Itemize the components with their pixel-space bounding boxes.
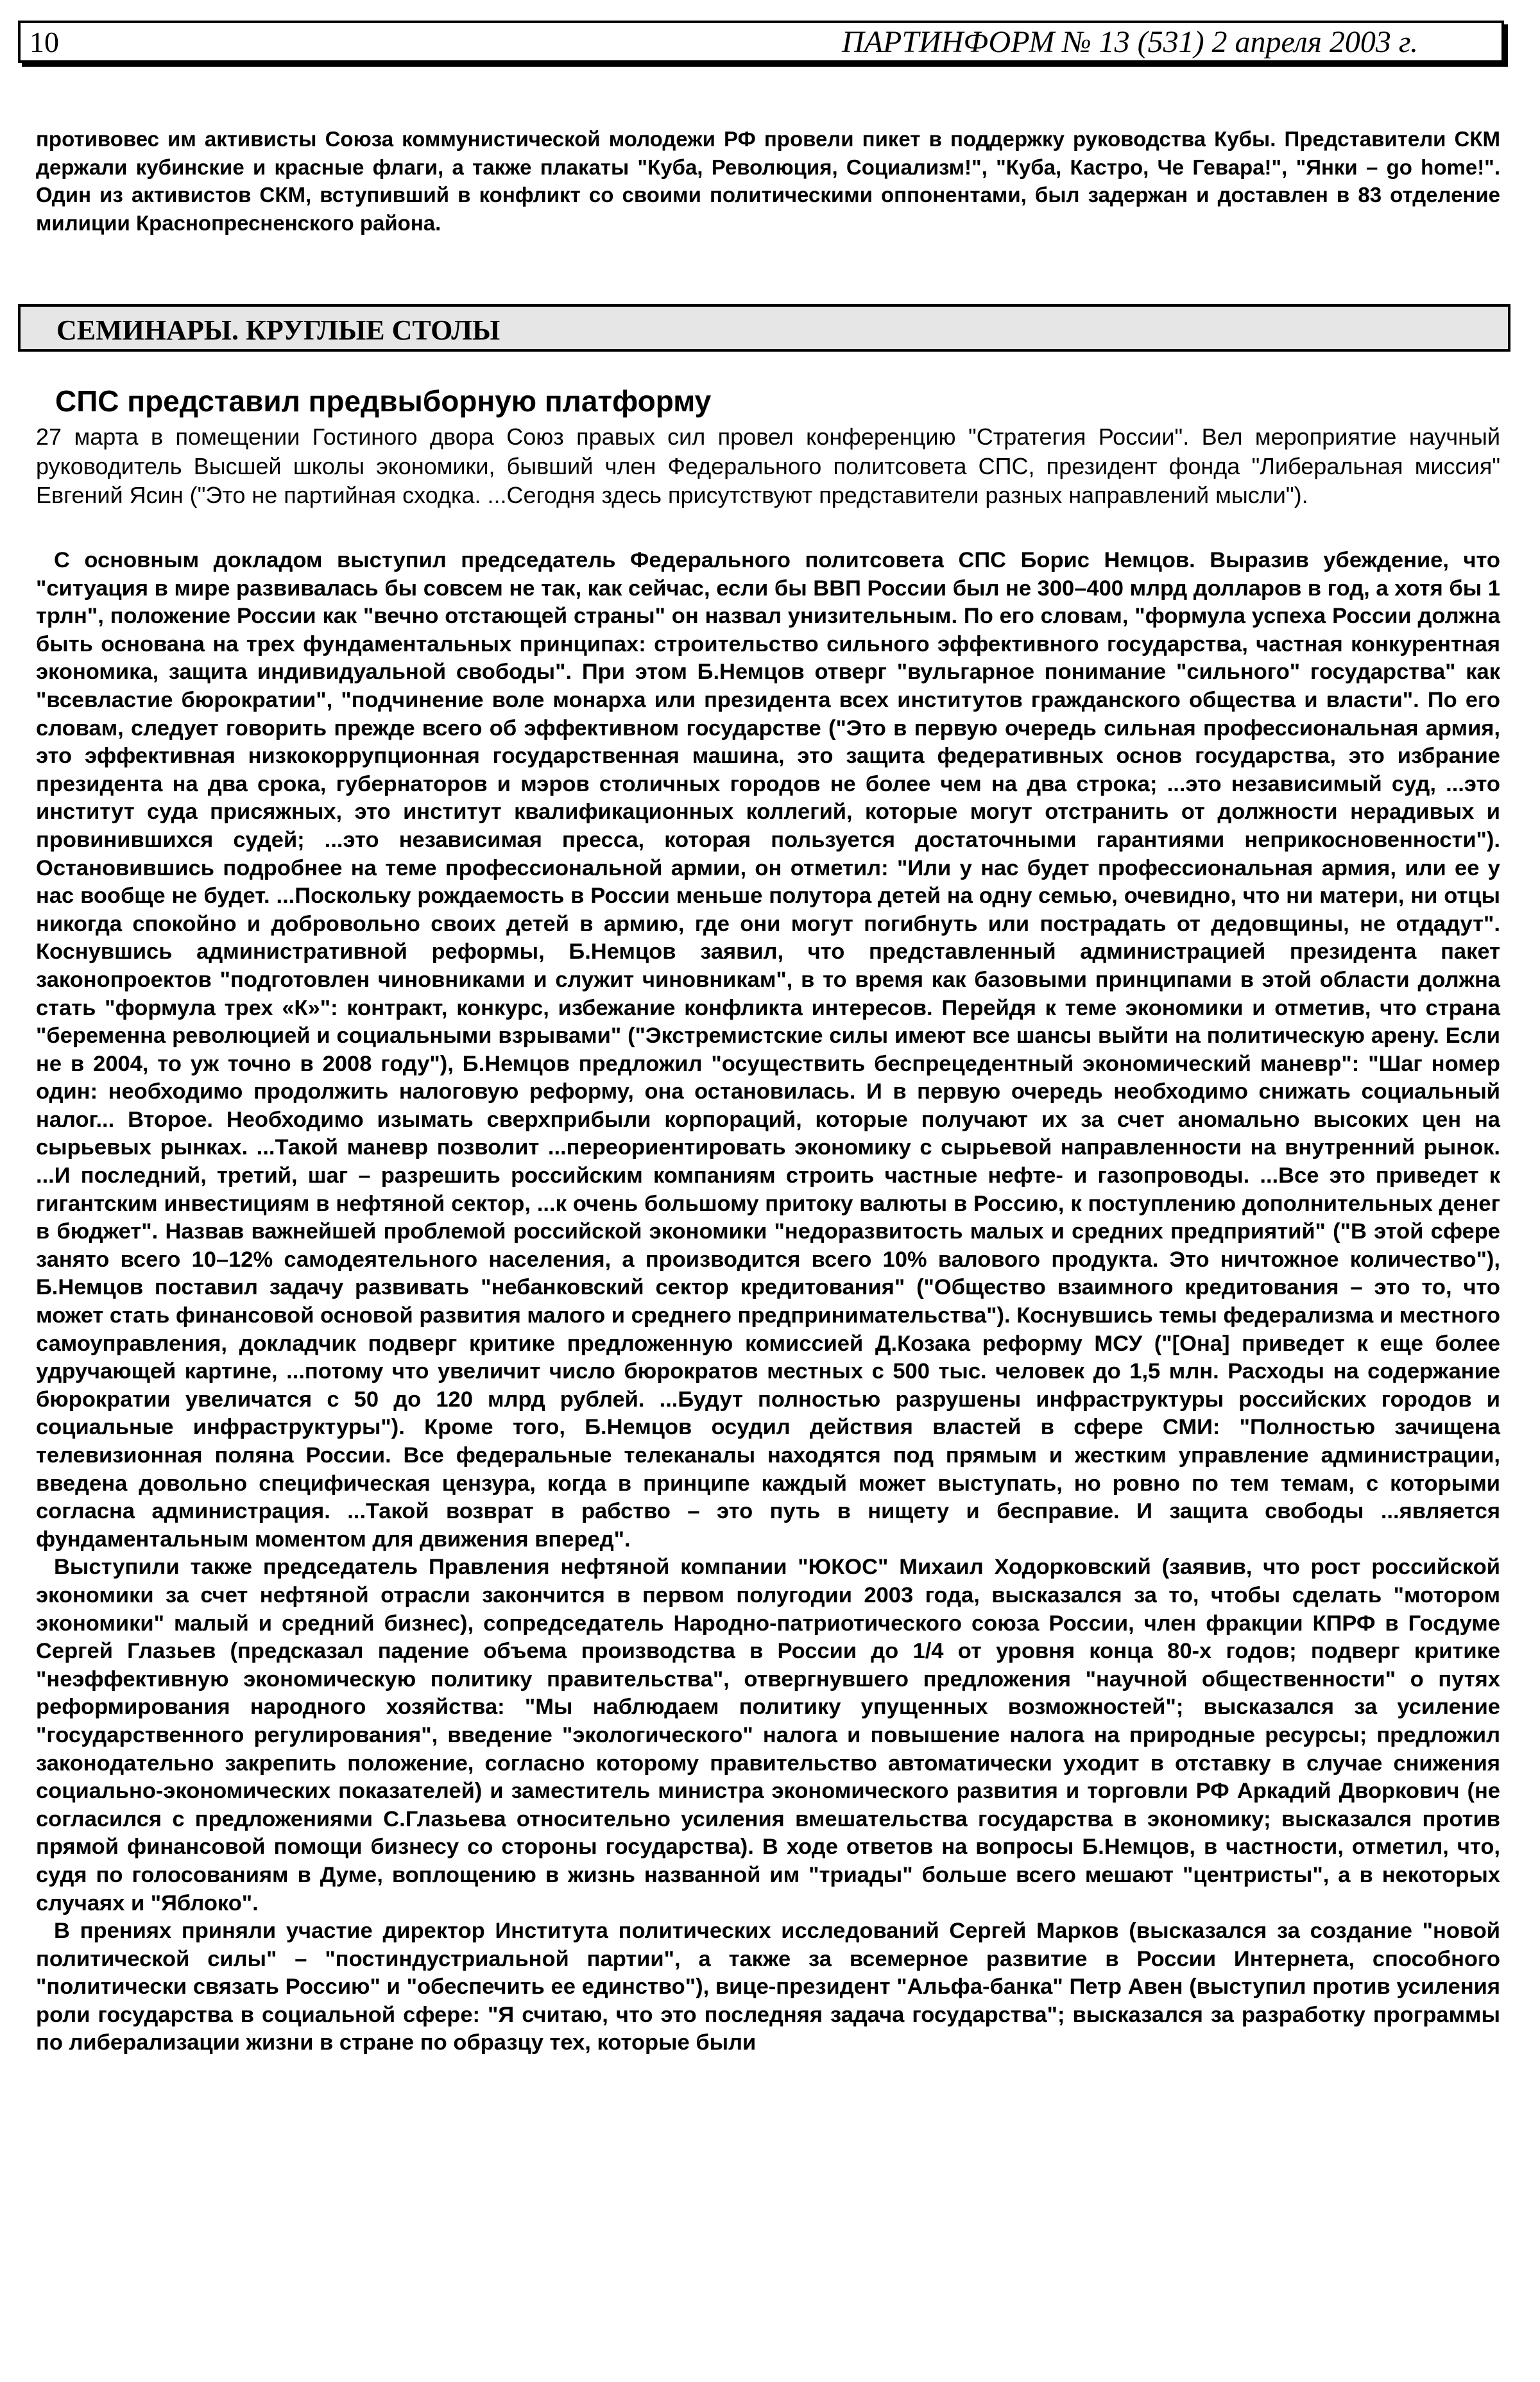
section-title: СЕМИНАРЫ. КРУГЛЫЕ СТОЛЫ — [56, 314, 501, 346]
page-header — [18, 21, 1504, 63]
intro-text-block — [36, 125, 1500, 237]
body-paragraph: В прениях приняли участие директор Института политических исследований Сергей Марков (высказался за создание "новой политической силы" – "постиндустриальной партии", а также за всемерное развитие в России Интернета, способного "политически связать Россию" и "обеспечить ее единство"), вице-президент "Альфа-банка" Петр Авен (выступил против усиления роли государства в социальной сфере: "Я считаю, что это последняя задача государства"; высказался за разработку программы по либерализации жизни в стране по образцу тех, которые были — [36, 1919, 1500, 2055]
issue-line: ПАРТИНФОРМ № 13 (531) 2 апреля 2003 г. — [842, 25, 1418, 59]
article-title: СПС представил предвыборную платформу — [55, 384, 712, 418]
intro-paragraph: противовес им активисты Союза коммунистической молодежи РФ провели пикет в поддержку руководства Кубы. Представители СКМ держали кубинские и красные флаги, а также плакаты "Куба, Революция, Социализм!", "Куба, Кастро, Че Гевара!", "Янки – go home!". Один из активистов СКМ, вступивший в конфликт со своими политическими оппонентами, был задержан и доставлен в 83 отделение милиции Краснопресненского района. — [36, 127, 1500, 235]
lead-paragraph: 27 марта в помещении Гостиного двора Союз правых сил провел конференцию "Стратегия России". Вел мероприятие научный руководитель Высшей школы экономики, бывший член Федерального политсовета СПС, президент фонда "Либеральная миссия" Евгений Ясин ("Это не партийная сходка. ...Сегодня здесь присутствуют представители разных направлений мысли"). — [36, 424, 1500, 509]
page-number: 10 — [30, 26, 59, 58]
body-paragraph: Выступили также председатель Правления нефтяной компании "ЮКОС" Михаил Ходорковский (заявив, что рост российской экономики за счет нефтяной отрасли закончится в первом полугодии 2003 года, высказался за то, чтобы сделать "мотором экономики" малый и средний бизнес), сопредседатель Народно-патриотического союза России, член фракции КПРФ в Госдуме Сергей Глазьев (предсказал падение объема производства в России до 1/4 от уровня конца 80-х годов; подверг критике "неэффективную экономическую политику правительства", отвергнувшего предложения "научной общественности" о путях реформирования народного хозяйства: "Мы наблюдаем политику упущенных возможностей"; высказался за усиление "государственного регулирования", введение "экологического" налога и повышение налога на природные ресурсы; предложил законодательно закрепить положение, согласно которому правительство автоматически уходит в отставку в случае снижения социально-экономических показателей) и заместитель министра экономического развития и торговли РФ Аркадий Дворкович (не согласился с предложениями С.Глазьева относительно усиления вмешательства государства в экономику; высказался против прямой финансовой помощи бизнесу со стороны государства). В ходе ответов на вопросы Б.Немцов, в частности, отметил, что, судя по голосованиям в Думе, воплощению в жизнь названной им "триады" больше всего мешают "центристы", а в некоторых случаях и "Яблоко". — [36, 1555, 1500, 1915]
article-body — [36, 547, 1500, 2057]
section-header — [18, 304, 1510, 352]
body-paragraph: С основным докладом выступил председатель Федерального политсовета СПС Борис Немцов. Выразив убеждение, что "ситуация в мире развивалась бы совсем не так, как сейчас, если бы ВВП России был не 300–400 млрд долларов в год, а хотя бы 1 трлн", положение России как "вечно отстающей страны" он назвал унизительным. По его словам, "формула успеха России должна быть основана на трех фундаментальных принципах: строительство сильного эффективного государства, частная конкурентная экономика, защита индивидуальной свободы". При этом Б.Немцов отверг "вульгарное понимание "сильного" государства" как "всевластие бюрократии", "подчинение воле монарха или президента всех институтов гражданского общества и власти". По его словам, следует говорить прежде всего об эффективном государстве ("Это в первую очередь сильная профессиональная армия, это эффективная низкокоррупционная государственная машина, это защита федеративных основ государства, это избрание президента на два срока, губернаторов и мэров столичных городов не более чем на два строка; ...это независимый суд, ...это институт суда присяжных, это институт квалификационных коллегий, которые могут отстранить от должности нерадивых и провинившихся судей; ...это независимая пресса, которая пользуется достаточными гарантиями неприкосновенности"). Остановившись подробнее на теме профессиональной армии, он отметил: "Или у нас будет профессиональная армия, или ее у нас вообще не будет. ...Поскольку рождаемость в России меньше полутора детей на одну семью, очевидно, что ни матери, ни отцы никогда спокойно и добровольно своих детей в армию, где они могут погибнуть или пострадать от дедовщины, не отдадут". Коснувшись административной реформы, Б.Немцов заявил, что представленный администрацией президента пакет законопроектов "подготовлен чиновниками и служит чиновникам", в то время как базовыми принципами в этой области должна стать "формула трех «К»": контракт, конкурс, избежание конфликта интересов. Перейдя к теме экономики и отметив, что страна "беременна революцией и социальными взрывами" ("Экстремистские силы имеют все шансы выйти на политическую арену. Если не в 2004, то уж точно в 2008 году"), Б.Немцов предложил "осуществить беспрецедентный экономический маневр": "Шаг номер один: необходимо продолжить налоговую реформу, она остановилась. И в первую очередь необходимо снижать социальный налог... Второе. Необходимо изымать сверхприбыли корпораций, которые получают их за счет аномально высоких цен на сырьевых рынках. ...Такой маневр позволит ...переориентировать экономику с сырьевой направленности на внутренний рынок. ...И последний, третий, шаг – разрешить российским компаниям строить частные нефте- и газопроводы. ...Все это приведет к гигантским инвестициям в нефтяной сектор, ...к очень большому притоку валюты в Россию, к поступлению дополнительных денег в бюджет". Назвав важнейшей проблемой российской экономики "недоразвитость малых и средних предприятий" ("В этой сфере занято всего 10–12% самодеятельного населения, а производится всего 10% валового продукта. Это ничтожное количество"), Б.Немцов поставил задачу развивать "небанковский сектор кредитования" ("Общество взаимного кредитования – это то, что может стать финансовой основой развития малого и среднего предпринимательства"). Коснувшись темы федерализма и местного самоуправления, докладчик подверг критике предложенную комиссией Д.Козака реформу МСУ ("[Она] приведет к еще более удручающей картине, ...потому что увеличит число бюрократов местных с 500 тыс. человек до 1,5 млн. Расходы на содержание бюрократии увеличатся с 50 до 120 млрд рублей. ...Будут полностью разрушены инфраструктуры российских городов и социальные инфраструктуры"). Кроме того, Б.Немцов осудил действия властей в сфере СМИ: "Полностью зачищена телевизионная поляна России. Все федеральные телеканалы находятся под прямым и жестким управление администрации, введена довольно специфическая цензура, когда в принципе каждый может выступать, но ровно по тем темам, с которыми согласна администрация. ...Такой возврат в рабство – это путь в нищету и бесправие. И защита свободы ...является фундаментальным моментом для движения вперед". — [36, 548, 1500, 1552]
article-lead — [36, 422, 1500, 510]
